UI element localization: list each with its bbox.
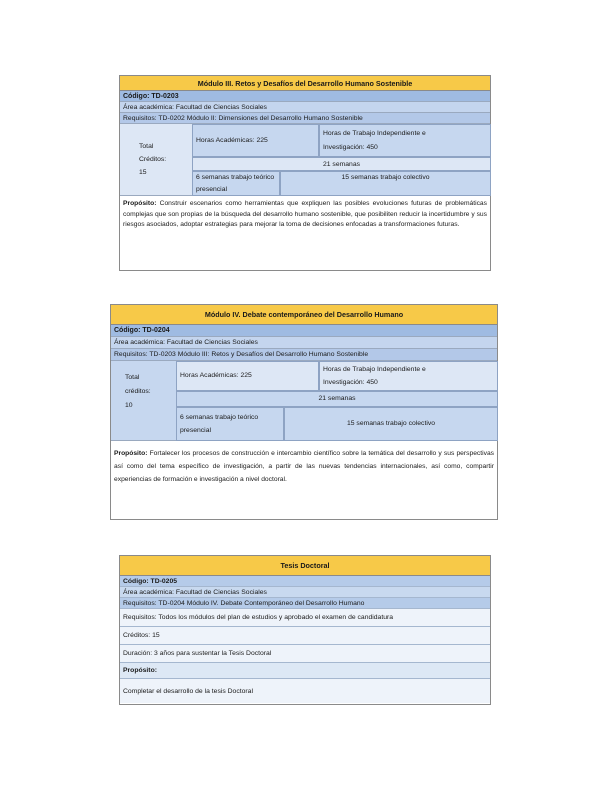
module-4-independent-hours <box>319 361 498 391</box>
module-4-theoretical-line1: 6 semanas trabajo teórico <box>180 414 259 421</box>
module-4-title: Módulo IV. Debate contemporáneo del Desarrollo Humano <box>111 305 497 325</box>
thesis-area: Área académica: Facultad de Ciencias Sociales <box>120 587 490 598</box>
thesis-requirements-2: Requisitos: Todos los módulos del plan de estudios y aprobado el examen de candidatura <box>120 609 490 627</box>
module-3-theoretical <box>192 171 280 196</box>
thesis-card <box>119 555 491 705</box>
module-3-academic-hours: Horas Académicas: 225 <box>192 124 319 157</box>
thesis-credits: Créditos: 15 <box>120 627 490 645</box>
module-4-area: Área académica: Facultad de Ciencias Sociales <box>111 337 497 349</box>
module-4-academic-hours: Horas Académicas: 225 <box>176 361 319 391</box>
module-3-hours-grid <box>120 124 490 196</box>
module-3-purpose-label: Propósito: <box>123 200 157 207</box>
module-4-card <box>110 304 498 520</box>
module-4-credits-label: créditos: <box>125 388 151 395</box>
thesis-duration: Duración: 3 años para sustentar la Tesis Doctoral <box>120 645 490 663</box>
module-3-independent-hours-line1: Horas de Trabajo Independiente e <box>323 130 426 137</box>
module-3-credits-value: 15 <box>139 169 147 176</box>
module-3-theoretical-line1: 6 semanas trabajo teórico <box>196 174 275 181</box>
module-3-theoretical-line2: presencial <box>196 186 227 193</box>
module-4-code: Código: TD-0204 <box>111 325 497 337</box>
module-3-purpose-text: Construir escenarios como herramientas que expliquen las posibles evoluciones futuras de problemáticas complejas que son propias de la búsqueda del desarrollo humano sostenible, que posibiliten reducir la incertidumbre y sus riesgos asociados, adoptar estrategias para mejorar la toma de decisiones enfocadas a transformaciones futuras. <box>123 200 487 228</box>
module-4-purpose-label: Propósito: <box>114 450 148 457</box>
module-3-weeks: 21 semanas <box>192 157 491 171</box>
module-3-code: Código: TD-0203 <box>120 91 490 102</box>
module-4-hours-grid <box>111 361 497 441</box>
module-4-total-label: Total <box>125 374 140 381</box>
module-3-purpose <box>120 196 490 234</box>
thesis-purpose-text: Completar el desarrollo de la tesis Doctoral <box>120 679 490 703</box>
module-4-purpose <box>111 441 497 492</box>
thesis-title: Tesis Doctoral <box>120 556 490 576</box>
module-3-total-label: Total <box>139 143 154 150</box>
module-3-independent-hours-line2: Investigación: 450 <box>323 144 378 151</box>
module-4-theoretical-line2: presencial <box>180 427 211 434</box>
module-3-title: Módulo III. Retos y Desafíos del Desarrollo Humano Sostenible <box>120 76 490 91</box>
module-3-area: Área académica: Facultad de Ciencias Sociales <box>120 102 490 113</box>
module-3-requirements: Requisitos: TD-0202 Módulo II: Dimensiones del Desarrollo Humano Sostenible <box>120 113 490 124</box>
module-3-card <box>119 75 491 271</box>
module-4-theoretical <box>176 407 284 441</box>
module-4-purpose-text: Fortalecer los procesos de construcción e intercambio científico sobre la temática del desarrollo y sus perspectivas así como del tema específico de investigación, a partir de las nuevas tendencias internacionales, así como, compartir experiencias de formación e investigación a nivel doctoral. <box>114 450 495 483</box>
thesis-purpose-label: Propósito: <box>120 663 490 679</box>
thesis-code: Código: TD-0205 <box>120 576 490 587</box>
module-3-collective: 15 semanas trabajo colectivo <box>280 171 491 196</box>
module-4-independent-hours-line2: Investigación: 450 <box>323 379 378 386</box>
module-3-independent-hours <box>319 124 491 157</box>
module-4-weeks: 21 semanas <box>176 391 498 407</box>
module-4-credits-value: 10 <box>125 402 133 409</box>
module-4-independent-hours-line1: Horas de Trabajo Independiente e <box>323 366 426 373</box>
module-4-collective: 15 semanas trabajo colectivo <box>284 407 498 441</box>
thesis-requirements-1: Requisitos: TD-0204 Módulo IV. Debate Contemporáneo del Desarrollo Humano <box>120 598 490 609</box>
module-3-credits-label: Créditos: <box>139 156 167 163</box>
module-4-requirements: Requisitos: TD-0203 Módulo III: Retos y Desafíos del Desarrollo Humano Sostenible <box>111 349 497 361</box>
